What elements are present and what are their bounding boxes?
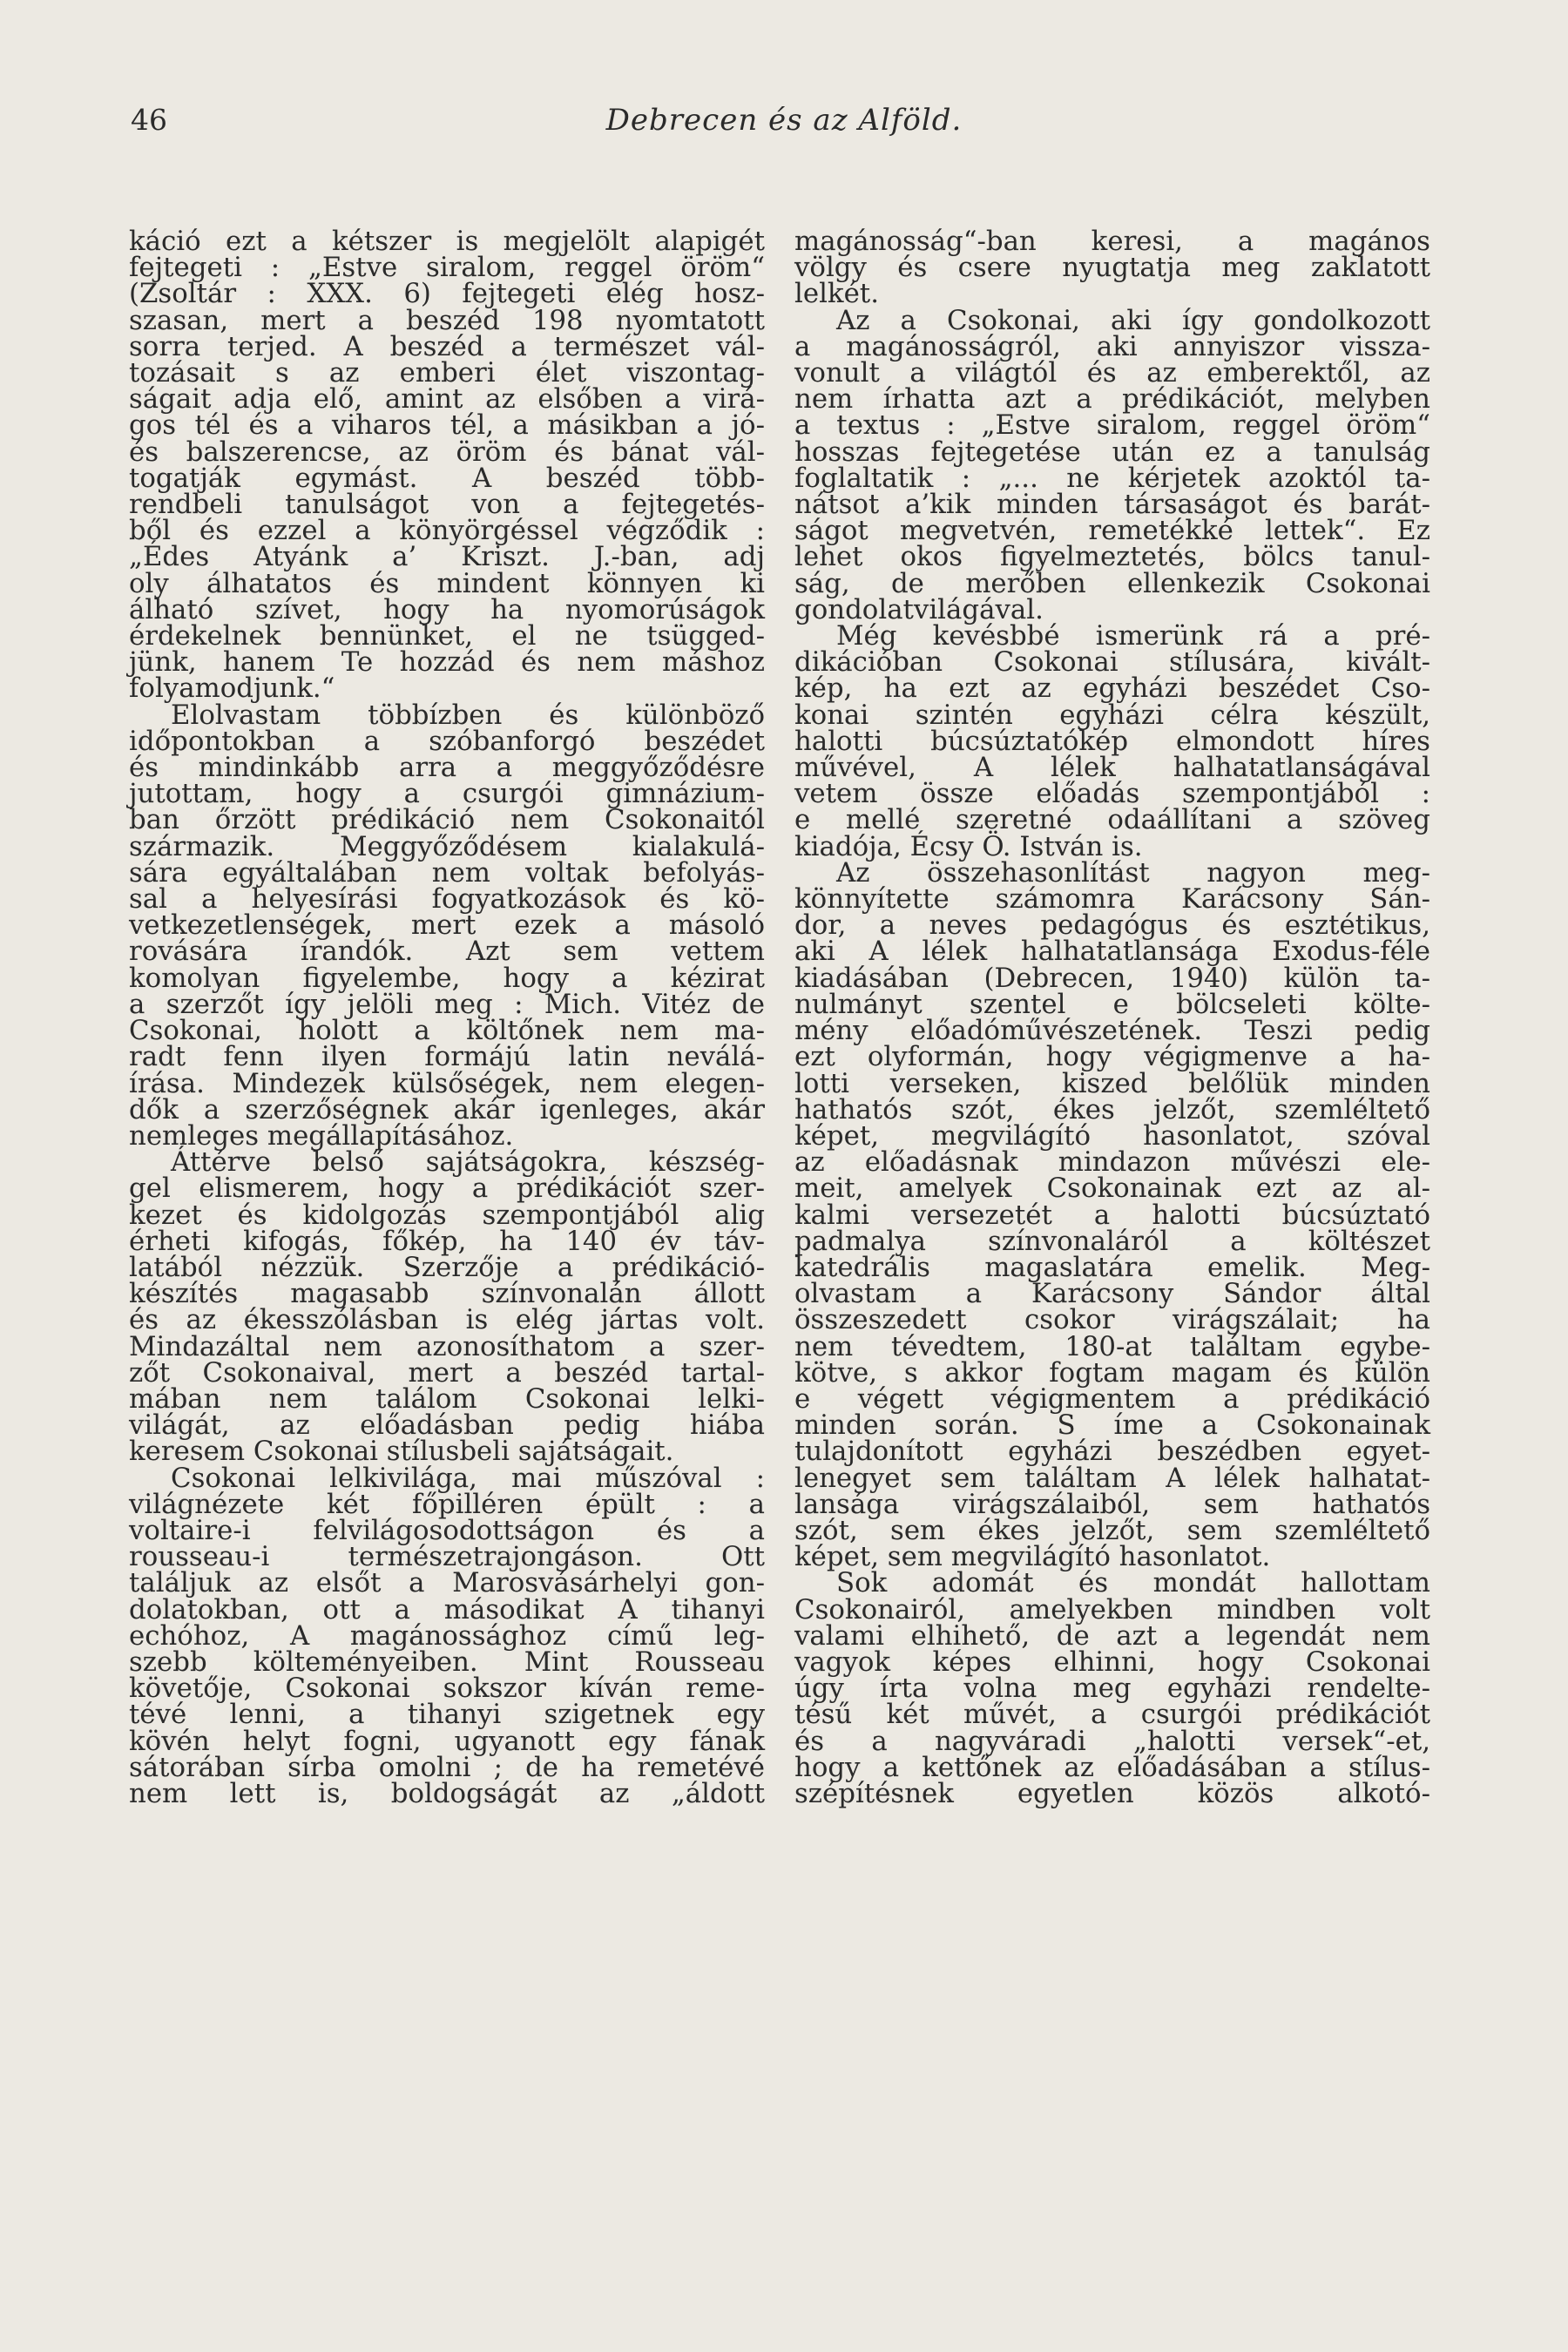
text-line: hogy a kettőnek az előadásában a stílus- (794, 1751, 1430, 1783)
text-line: találjuk az elsőt a Marosvásárhelyi gon- (129, 1567, 765, 1599)
text-line: padmalya színvonaláról a költészet (794, 1225, 1430, 1257)
text-line: nem írhatta azt a prédikációt, melyben (794, 383, 1430, 416)
left-column (129, 228, 765, 2214)
text-line: aki A lélek halhatatlansága Exodus-féle (794, 936, 1430, 968)
text-line: „Édes Atyánk a’ Kriszt. J.-ban, adj (129, 541, 765, 573)
text-line: Csokonairól, amelyekben mindben volt (794, 1593, 1430, 1625)
text-line: lansága virágszálaiból, sem hathatós (794, 1488, 1430, 1520)
text-line: kezet és kidolgozás szempontjából alig (129, 1199, 765, 1231)
text-line: tévé lenni, a tihanyi szigetnek egy (129, 1699, 765, 1731)
right-column (794, 228, 1430, 2214)
text-line: világát, az előadásban pedig hiába (129, 1409, 765, 1442)
text-line: káció ezt a kétszer is megjelölt alapigét (129, 226, 765, 257)
text-line: mában nem találom Csokonai lelki- (129, 1382, 765, 1415)
text-line: érdekelnek bennünket, el ne tsügged- (129, 620, 765, 652)
text-line: ságait adja elő, amint az elsőben a virá- (129, 383, 765, 416)
text-line: rendbeli tanulságot von a fejtegetés- (129, 489, 765, 521)
text-line: kövén helyt fogni, ugyanott egy fának (129, 1725, 765, 1757)
text-line: katedrális magaslatára emelik. Meg- (794, 1251, 1430, 1283)
text-line: és mindinkább arra a meggyőződésre (129, 752, 765, 784)
text-line: lehet okos figyelmeztetés, bölcs tanul- (794, 541, 1430, 573)
text-line: származik. Meggyőződésem kialakulá- (129, 830, 765, 862)
text-line: sal a helyesírási fogyatkozások és kö- (129, 883, 765, 916)
text-line: ből és ezzel a könyörgéssel végződik : (129, 515, 765, 547)
text-line: dők a szerzőségnek akár igenleges, akár (129, 1093, 765, 1125)
text-line: sára egyáltalában nem voltak befolyás- (129, 856, 765, 889)
running-title: Debrecen és az Alföld. (605, 103, 963, 138)
text-line: zőt Csokonaival, mert a beszéd tartal- (129, 1356, 765, 1389)
text-line: nem lett is, boldogságát az „áldott (129, 1777, 765, 1809)
text-line: e mellé szeretné odaállítani a szöveg (794, 804, 1430, 836)
text-line: lenegyet sem találtam A lélek halhatat- (794, 1462, 1430, 1494)
text-line: szót, sem ékes jelzőt, sem szemléltető (794, 1514, 1430, 1546)
text-line: sorra terjed. A beszéd a természet vál- (129, 330, 765, 362)
text-line: vetkezetlenségek, mert ezek a másoló (129, 909, 765, 942)
text-line: hosszas fejtegetése után ez a tanulság (794, 436, 1430, 468)
text-line: Csokonai lelkivilága, mai műszóval : (171, 1462, 765, 1494)
text-line: tozásait s az emberi élet viszontag- (129, 357, 765, 389)
text-line: halotti búcsúztatókép elmondott híres (794, 725, 1430, 757)
text-line: fejtegeti : „Estve siralom, reggel öröm“ (129, 252, 765, 284)
text-line: gel elismerem, hogy a prédikációt szer- (129, 1173, 765, 1205)
text-line: szasan, mert a beszéd 198 nyomtatott (129, 304, 765, 336)
text-line: dor, a neves pedagógus és esztétikus, (794, 909, 1430, 942)
text-line: világnézete két főpilléren épült : a (129, 1488, 765, 1520)
text-line: ezt olyformán, hogy végigmenve a ha- (794, 1041, 1430, 1073)
text-line: képet, megvilágító hasonlatot, szóval (794, 1119, 1430, 1152)
text-line: konai szintén egyházi célra készült, (794, 699, 1430, 731)
text-line: képet, sem megvilágító hasonlatot. (794, 1541, 1271, 1573)
text-line: oly álhatatos és mindent könnyen ki (129, 567, 765, 599)
text-line: Csokonai, holott a költőnek nem ma- (129, 1015, 765, 1047)
text-line: a szerzőt így jelöli meg : Mich. Vitéz de (129, 988, 765, 1020)
text-line: szépítésnek egyetlen közös alkotó- (794, 1777, 1430, 1809)
text-line: vagyok képes elhinni, hogy Csokonai (794, 1646, 1430, 1678)
text-line: időpontokban a szóbanforgó beszédet (129, 725, 765, 757)
text-line: jünk, hanem Te hozzád és nem máshoz (129, 646, 765, 679)
text-line: gondolatvilágával. (794, 593, 1044, 625)
text-line: Elolvastam többízben és különböző (171, 699, 765, 731)
text-line: ság, de merőben ellenkezik Csokonai (794, 567, 1430, 599)
text-line: az előadásnak mindazon művészi ele- (794, 1146, 1430, 1179)
text-line: tésű két művét, a csurgói prédikációt (794, 1699, 1430, 1731)
text-line: völgy és csere nyugtatja meg zaklatott (794, 252, 1430, 284)
text-line: minden során. S íme a Csokonainak (794, 1409, 1430, 1442)
text-line: írása. Mindezek külsőségek, nem elegen- (129, 1067, 765, 1099)
text-line: keresem Csokonai stílusbeli sajátságait. (129, 1436, 674, 1468)
text-line: készítés magasabb színvonalán állott (129, 1278, 765, 1310)
text-line: lotti verseken, kiszed belőlük minden (794, 1067, 1430, 1099)
text-line: magánosság“-ban keresi, a magános (794, 226, 1430, 257)
text-line: lelkét. (794, 278, 879, 310)
text-line: úgy írta volna meg egyházi rendelte- (794, 1673, 1430, 1705)
text-line: érheti kifogás, főkép, ha 140 év táv- (129, 1225, 765, 1257)
text-line: kiadója, Écsy Ö. István is. (794, 830, 1143, 862)
text-line: nem tévedtem, 180-at találtam egybe- (794, 1330, 1430, 1362)
text-line: Sok adomát és mondát hallottam (836, 1567, 1430, 1599)
text-line: dikációban Csokonai stílusára, kivált- (794, 646, 1430, 679)
text-line: dolatokban, ott a másodikat A tihanyi (129, 1593, 765, 1625)
text-line: és a nagyváradi „halotti versek“-et, (794, 1725, 1430, 1757)
text-line: radt fenn ilyen formájú latin neválá- (129, 1041, 765, 1073)
text-line: könnyítette számomra Karácsony Sán- (794, 883, 1430, 916)
text-line: folyamodjunk.“ (129, 672, 335, 705)
text-line: kép, ha ezt az egyházi beszédet Cso- (794, 672, 1430, 705)
text-line: Az összehasonlítást nagyon meg- (836, 856, 1430, 889)
text-line: Még kevésbbé ismerünk rá a pré- (836, 620, 1430, 652)
text-line: latából nézzük. Szerzője a prédikáció- (129, 1251, 765, 1283)
text-line: kötve, s akkor fogtam magam és külön (794, 1356, 1430, 1389)
text-line: mény előadóművészetének. Teszi pedig (794, 1015, 1430, 1047)
text-line: tulajdonított egyházi beszédben egyet- (794, 1436, 1430, 1468)
text-line: nátsot a’kik minden társaságot és barát- (794, 489, 1430, 521)
text-line: követője, Csokonai sokszor kíván reme- (129, 1673, 765, 1705)
text-line: szebb költeményeiben. Mint Rousseau (129, 1646, 765, 1678)
page-header (0, 103, 1568, 155)
text-line: togatják egymást. A beszéd több- (129, 462, 765, 494)
text-line: rousseau-i természetrajongáson. Ott (129, 1541, 765, 1573)
text-line: vetem össze előadás szempontjából : (794, 778, 1430, 810)
text-line: vonult a világtól és az emberektől, az (794, 357, 1430, 389)
text-line: komolyan figyelembe, hogy a kézirat (129, 962, 765, 994)
text-line: rovására írandók. Azt sem vettem (129, 936, 765, 968)
text-line: összeszedett csokor virágszálait; ha (794, 1304, 1430, 1336)
text-line: valami elhihető, de azt a legendát nem (794, 1619, 1430, 1652)
text-line: foglaltatik : „... ne kérjetek azoktól ta- (794, 462, 1430, 494)
text-line: (Zsoltár : XXX. 6) fejtegeti elég hosz- (129, 278, 765, 310)
page-number: 46 (131, 103, 167, 137)
text-line: Mindazáltal nem azonosíthatom a szer- (129, 1330, 765, 1362)
text-line: kiadásában (Debrecen, 1940) külön ta- (794, 962, 1430, 994)
text-line: Áttérve belső sajátságokra, készség- (171, 1146, 765, 1179)
text-line: echóhoz, A magánossághoz című leg- (129, 1619, 765, 1652)
text-line: sátorában sírba omolni ; de ha remetévé (129, 1751, 765, 1783)
text-line: e végett végigmentem a prédikáció (794, 1382, 1430, 1415)
text-line: meit, amelyek Csokonainak ezt az al- (794, 1173, 1430, 1205)
text-line: voltaire-i felvilágosodottságon és a (129, 1514, 765, 1546)
text-line: gos tél és a viharos tél, a másikban a jó- (129, 409, 765, 442)
text-line: jutottam, hogy a csurgói gimnázium- (129, 778, 765, 810)
text-line: Az a Csokonai, aki így gondolkozott (836, 304, 1430, 336)
text-line: ságot megvetvén, remetékké lettek“. Ez (794, 515, 1430, 547)
text-line: művével, A lélek halhatatlanságával (794, 752, 1430, 784)
text-line: olvastam a Karácsony Sándor által (794, 1278, 1430, 1310)
text-line: a magánosságról, aki annyiszor vissza- (794, 330, 1430, 362)
text-line: nemleges megállapításához. (129, 1119, 514, 1152)
text-line: és balszerencse, az öröm és bánat vál- (129, 436, 765, 468)
text-line: és az ékesszólásban is elég jártas volt. (129, 1304, 765, 1336)
text-line: hathatós szót, ékes jelzőt, szemléltető (794, 1093, 1430, 1125)
text-line: kalmi versezetét a halotti búcsúztató (794, 1199, 1430, 1231)
text-line: álható szívet, hogy ha nyomorúságok (129, 593, 765, 625)
text-line: a textus : „Estve siralom, reggel öröm“ (794, 409, 1430, 442)
text-line: ban őrzött prédikáció nem Csokonaitól (129, 804, 765, 836)
text-line: nulmányt szentel e bölcseleti költe- (794, 988, 1430, 1020)
